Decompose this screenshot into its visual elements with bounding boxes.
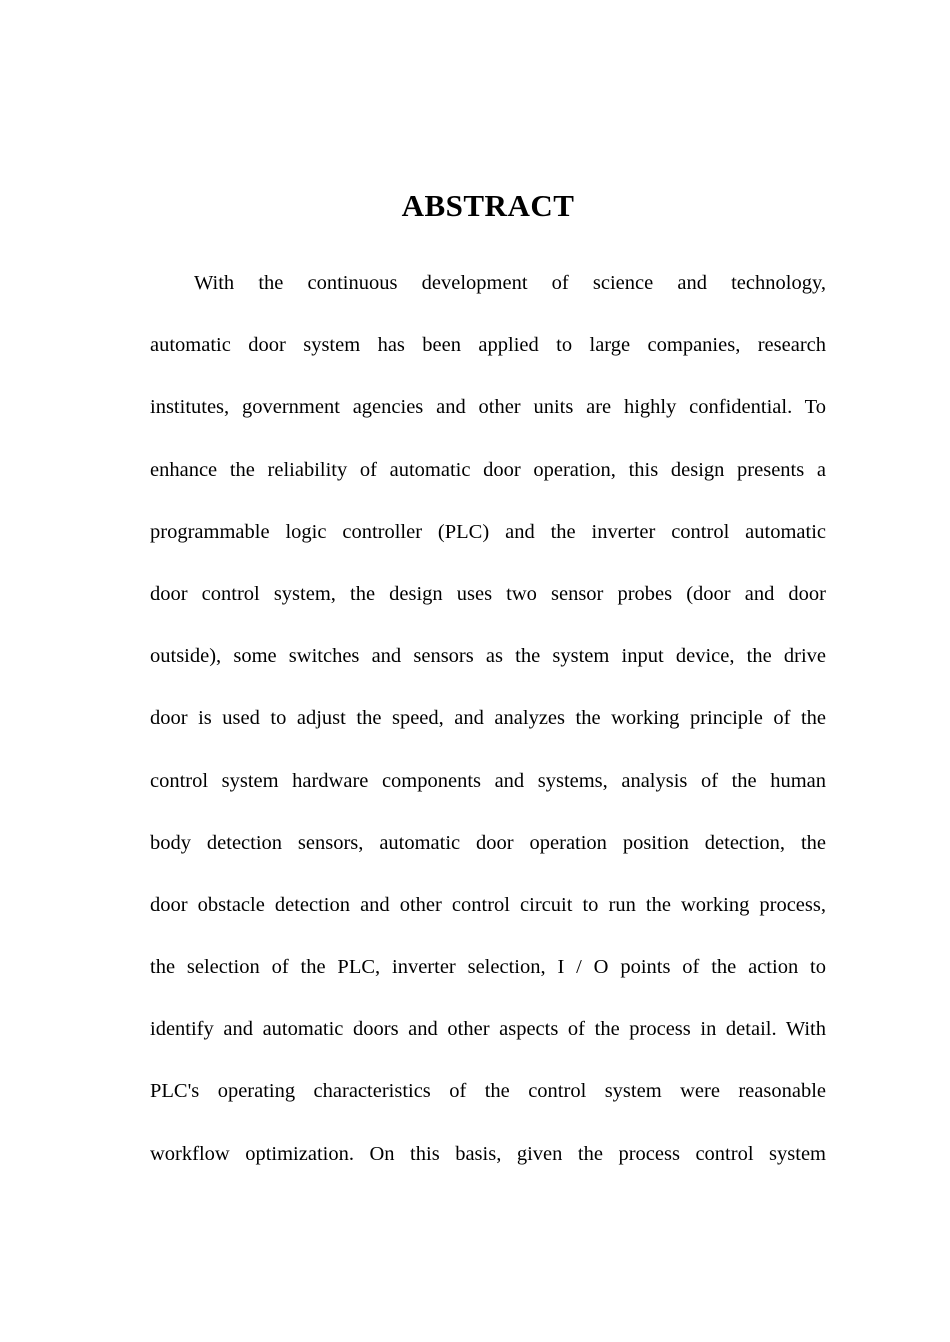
- paragraph-line: automatic door system has been applied to large companies, research: [150, 334, 826, 357]
- paragraph-line: outside), some switches and sensors as the system input device, the drive: [150, 645, 826, 668]
- paragraph-line: institutes, government agencies and other units are highly confidential. To: [150, 396, 826, 419]
- paragraph-line: workflow optimization. On this basis, given the process control system: [150, 1142, 826, 1165]
- paragraph-line: PLC's operating characteristics of the control system were reasonable: [150, 1080, 826, 1103]
- paragraph-line: enhance the reliability of automatic door operation, this design presents a: [150, 458, 826, 481]
- abstract-paragraph: [150, 265, 826, 1198]
- paragraph-line: programmable logic controller (PLC) and the inverter control automatic: [150, 520, 826, 543]
- abstract-heading: ABSTRACT: [401, 188, 575, 223]
- paragraph-line: the selection of the PLC, inverter selection, I / O points of the action to: [150, 956, 826, 979]
- paragraph-line: door is used to adjust the speed, and analyzes the working principle of the: [150, 707, 826, 730]
- paragraph-line: control system hardware components and systems, analysis of the human: [150, 769, 826, 792]
- paragraph-line: body detection sensors, automatic door operation position detection, the: [150, 831, 826, 854]
- paragraph-line: door control system, the design uses two sensor probes (door and door: [150, 582, 826, 605]
- paragraph-line: door obstacle detection and other control circuit to run the working process,: [150, 893, 826, 916]
- paragraph-line: With the continuous development of science and technology,: [194, 272, 826, 294]
- paragraph-line: identify and automatic doors and other aspects of the process in detail. With: [150, 1018, 826, 1041]
